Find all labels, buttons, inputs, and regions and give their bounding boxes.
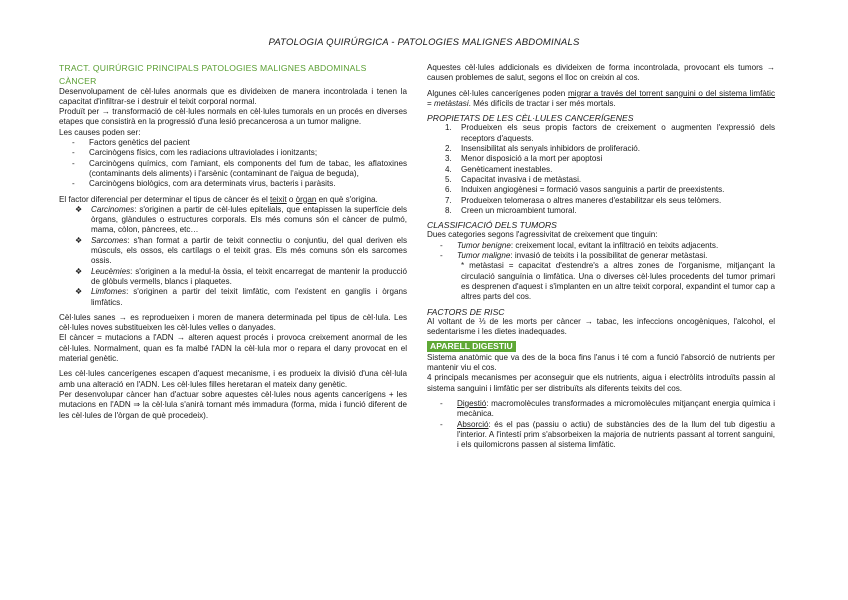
underlined-organ: òrgan <box>295 194 317 204</box>
cancer-heading: CÀNCER <box>59 76 97 87</box>
digestive-system-heading: APARELL DIGESTIU <box>427 341 516 351</box>
tract-heading: TRACT. QUIRÚRGIC PRINCIPALS PATOLOGIES MALIGNES ABDOMINALS <box>59 63 367 73</box>
left-column <box>59 63 407 421</box>
differential-factor: El factor diferencial per determinar el tipus de càncer és el teixit o òrgan en què s'origina. <box>59 194 378 204</box>
right-column <box>427 63 775 450</box>
list-item: 6. Induixen angiogènesi = formació vasos sanguinis a partir de preexistents. <box>445 185 725 195</box>
list-item: 3. Menor disposició a la mort per apoptosi <box>445 154 603 164</box>
list-item: - Carcinògens físics, com les radiacions ultraviolades i ionitzants; <box>59 148 407 158</box>
list-item: 2. Insensibilitat als senyals inhibidors de proliferació. <box>445 144 641 154</box>
diamond-bullet-icon: ❖ <box>75 266 83 276</box>
list-item: 7. Produeixen telomerasa o altres maneres d'estabilitzar els seus telòmers. <box>445 195 722 205</box>
list-item: ❖ Sarcomes: s'han format a partir de teixit connectiu o conjuntiu, del qual deriven els músculs, els ossos, els cartílags o el teixit gras. Els més comuns són els sarcomes ossis. <box>75 235 407 266</box>
classification-heading: CLASSIFICACIÓ DELS TUMORS <box>427 220 557 231</box>
diamond-bullet-icon: ❖ <box>75 235 83 245</box>
list-item: 4. Genèticament inestables. <box>445 164 553 174</box>
causes-intro: Les causes poden ser: <box>59 127 141 137</box>
mechanisms-list <box>427 399 775 450</box>
underlined-teixit: teixit <box>270 194 287 204</box>
tumors-paragraph: Aquestes cèl·lules addicionals es divideixen de forma incontrolada, provocant els tumors → causen problemes de salut, segons el lloc on creixin al cos. <box>427 63 775 83</box>
list-item: 1. Produeixen els seus propis factors de creixement o augmenten l'expressió dels receptors d'aquests. <box>445 123 775 143</box>
cancer-origin: Produït per → transformació de cèl·lules normals en cèl·lules tumorals en un procés en diverses etapes que consistirà en la progressió d'una lesió precancerosa a un tumor maligne. <box>59 107 407 127</box>
list-item: - Digestió: macromolècules transformades a micromolècules mitjançant energia química i mecànica. <box>427 399 775 420</box>
list-item: - Tumor benigne: creixement local, evitant la infiltració en teixits adjacents. <box>427 241 775 251</box>
diamond-bullet-icon: ❖ <box>75 204 83 214</box>
list-item: - Tumor maligne: invasió de teixits i la possibilitat de generar metàstasi. <box>427 251 775 261</box>
list-item: ❖ Leucèmies: s'originen a la medul·la òssia, el teixit encarregat de mantenir la producció de glòbuls vermells, blancs i plaquetes. <box>75 266 407 286</box>
cancer-definition: Desenvolupament de cèl·lules anormals que es divideixen de manera incontrolada i tenen la capacitat d'infiltrar-se i destruir el teixit corporal normal. <box>59 86 407 106</box>
cancer-cells-escape-paragraph: Les cèl·lules cancerígenes escapen d'aquest mecanisme, i es produeix la divisió d'una cèl·lula amb una alteració en l'ADN. Les cèl·lules filles heretaran el mateix dany genètic. <box>59 369 407 389</box>
digestive-mechanisms-intro: 4 principals mecanismes per aconseguir que els nutrients, aigua i electròlits introduïts passin al sistema sanguini i limfàtic per ser distribuïts als diferents teixits del cos. <box>427 373 775 393</box>
list-item: ❖ Limfomes: s'originen a partir del teixit limfàtic, com l'existent en ganglis i òrgans limfàtics. <box>75 287 407 307</box>
list-item: - Carcinògens químics, com l'amiant, els components del fum de tabac, les aflatoxines (contaminants dels aliments) i l'arsènic (contaminant de l'aigua de beguda), <box>59 159 407 180</box>
metastasis-paragraph: Algunes cèl·lules cancerígenes poden migrar a través del torrent sanguini o del sistema limfàtic = metàstasi. Més difícils de tractar i ser més mortals. <box>427 88 775 108</box>
risk-heading: FACTORS DE RISC <box>427 306 505 317</box>
causes-list <box>59 138 407 189</box>
risk-paragraph: Al voltant de ⅓ de les morts per càncer → tabac, les infeccions oncogèniques, l'alcohol, el sedentarisme i les dietes inadequades. <box>427 316 775 337</box>
page-header: PATOLOGIA QUIRÚRGICA - PATOLOGIES MALIGNES ABDOMINALS <box>268 37 580 48</box>
develop-cancer-paragraph: Per desenvolupar càncer han d'actuar sobre aquestes cèl·lules nous agents cancerígens + les mutacions en l'ADN ⇒ la cèl·lula s'anirà tornant més immadura (forma, mida i funció diferent de les cèl·lules de l'òrgan de què procedeix). <box>59 389 407 420</box>
healthy-cells-paragraph: Cèl·lules sanes → es reprodueixen i moren de manera determinada pel tipus de cèl·lula. Les cèl·lules noves substitueixen les cèl·lules velles o danyades. <box>59 312 407 333</box>
cancer-types-list <box>59 205 407 308</box>
digestive-definition: Sistema anatòmic que va des de la boca fins l'anus i té com a funció l'absorció de nutrients per mantenir viu el cos. <box>427 352 775 373</box>
classification-intro: Dues categories segons l'agressivitat de creixement que tinguin: <box>427 230 658 240</box>
properties-heading: PROPIETATS DE LES CÈL·LULES CANCERÍGENES <box>427 113 634 124</box>
list-item: 8. Creen un microambient tumoral. <box>445 205 577 215</box>
list-item: - Carcinògens biològics, com ara determinats virus, bacteris i paràsits. <box>59 179 407 189</box>
list-item: - Absorció: és el pas (passiu o actiu) de substàncies des de la llum del tub digestiu a l'interior. A l'intestí prim s'absorbeixen la majoria de nutrients passant al torrent sanguini, i els quilomicrons passen al sistema limfàtic. <box>427 420 775 451</box>
underlined-migration: migrar a través del torrent sanguini o del sistema limfàtic <box>568 88 775 98</box>
list-item: - Factors genètics del pacient <box>59 138 407 148</box>
cancer-mutations-paragraph: El càncer = mutacions a l'ADN → alteren aquest procés i provoca creixement anormal de les cèl·lules. Normalment, quan es fa malbé l'ADN la cèl·lula mor o repara el dany provocat en el material genètic. <box>59 333 407 364</box>
metastasis-note: * metàstasi = capacitat d'estendre's a altres zones de l'organisme, mitjançant la circulació sanguínia o limfàtica. Una o diverses cèl·lules procedents del tumor primari es desprenen d'aquest i s'implanten en un altre teixit corporal, expandint el tumor cap a altres parts del cos. <box>461 261 775 302</box>
diamond-bullet-icon: ❖ <box>75 287 83 297</box>
tumor-types-list <box>427 241 775 262</box>
list-item: ❖ Carcinomes: s'originen a partir de cèl·lules epitelials, que entapissen la superfície dels òrgans, glàndules o estructures corporals. Els més comuns són el càncer de pulmó, mama, còlon, pàncrees, etc… <box>75 204 407 235</box>
properties-list <box>427 123 775 216</box>
list-item: 5. Capacitat invasiva i de metàstasi. <box>445 174 582 184</box>
